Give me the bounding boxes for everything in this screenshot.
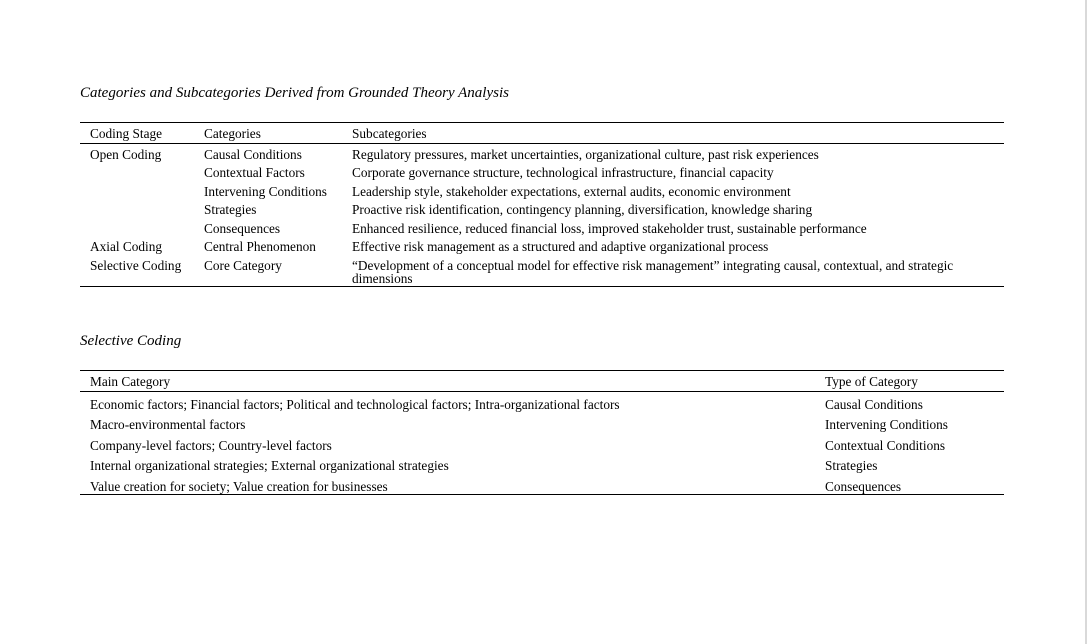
main-category-cell: Value creation for society; Value creation for businesses <box>80 477 815 495</box>
header-type-of-category: Type of Category <box>815 371 1004 392</box>
subcategories-cell: Regulatory pressures, market uncertainties, organizational culture, past risk experiences <box>352 146 819 162</box>
table-row <box>80 164 1004 183</box>
coding-stage-cell: Open Coding <box>90 146 162 162</box>
table-row <box>80 456 1004 477</box>
category-type-cell: Causal Conditions <box>825 396 923 412</box>
category-type-cell: Intervening Conditions <box>825 417 948 432</box>
grounded-theory-table <box>80 122 1004 287</box>
table-row <box>80 415 1004 436</box>
main-category-cell: Economic factors; Financial factors; Political and technological factors; Intra-organizational factors <box>90 396 620 412</box>
coding-stage-cell <box>80 164 194 183</box>
table1-caption: Categories and Subcategories Derived from Grounded Theory Analysis <box>80 85 509 101</box>
category-cell: Causal Conditions <box>204 146 302 162</box>
category-type-cell: Strategies <box>825 458 878 473</box>
table-row <box>80 477 1004 495</box>
main-category-cell: Internal organizational strategies; External organizational strategies <box>90 458 449 473</box>
subcategories-cell: Proactive risk identification, contingency planning, diversification, knowledge sharing <box>352 202 813 217</box>
category-cell: Core Category <box>194 257 342 287</box>
coding-stage-cell <box>80 201 194 220</box>
table2-caption: Selective Coding <box>80 333 182 349</box>
subcategories-cell: Leadership style, stakeholder expectations, external audits, economic environment <box>352 183 791 199</box>
selective-coding-table <box>80 370 1004 495</box>
category-type-cell: Contextual Conditions <box>825 437 946 453</box>
subcategories-cell: Effective risk management as a structured and adaptive organizational process <box>352 239 769 254</box>
header-categories: Categories <box>194 123 342 144</box>
header-main-category: Main Category <box>80 371 815 392</box>
main-category-cell: Company-level factors; Country-level factors <box>90 437 332 453</box>
table-row <box>80 183 1004 202</box>
category-cell: Central Phenomenon <box>204 239 316 254</box>
table-header-row <box>80 371 1004 392</box>
coding-stage-cell: Axial Coding <box>90 239 163 254</box>
coding-stage-cell: Selective Coding <box>80 257 194 287</box>
category-cell: Consequences <box>204 220 281 236</box>
coding-stage-cell <box>80 183 194 202</box>
header-subcategories: Subcategories <box>342 123 1004 144</box>
table-row <box>80 220 1004 239</box>
subcategories-cell: Enhanced resilience, reduced financial loss, improved stakeholder trust, sustainable performance <box>352 220 867 236</box>
table-row <box>80 143 1004 164</box>
subcategories-cell: “Development of a conceptual model for effective risk management” integrating causal, contextual, and strategic dimensions <box>342 257 1004 287</box>
table-header-row <box>80 123 1004 144</box>
table-row <box>80 238 1004 257</box>
category-cell: Strategies <box>204 202 257 217</box>
subcategories-cell: Corporate governance structure, technological infrastructure, financial capacity <box>352 165 774 180</box>
table-row <box>80 201 1004 220</box>
category-cell: Contextual Factors <box>204 165 305 180</box>
header-coding-stage: Coding Stage <box>80 123 194 144</box>
category-cell: Intervening Conditions <box>204 183 327 199</box>
coding-stage-cell <box>80 220 194 239</box>
category-type-cell: Consequences <box>815 477 1004 495</box>
main-category-cell: Macro-environmental factors <box>90 417 246 432</box>
table-row <box>80 257 1004 287</box>
table-row <box>80 436 1004 457</box>
table-row <box>80 391 1004 415</box>
